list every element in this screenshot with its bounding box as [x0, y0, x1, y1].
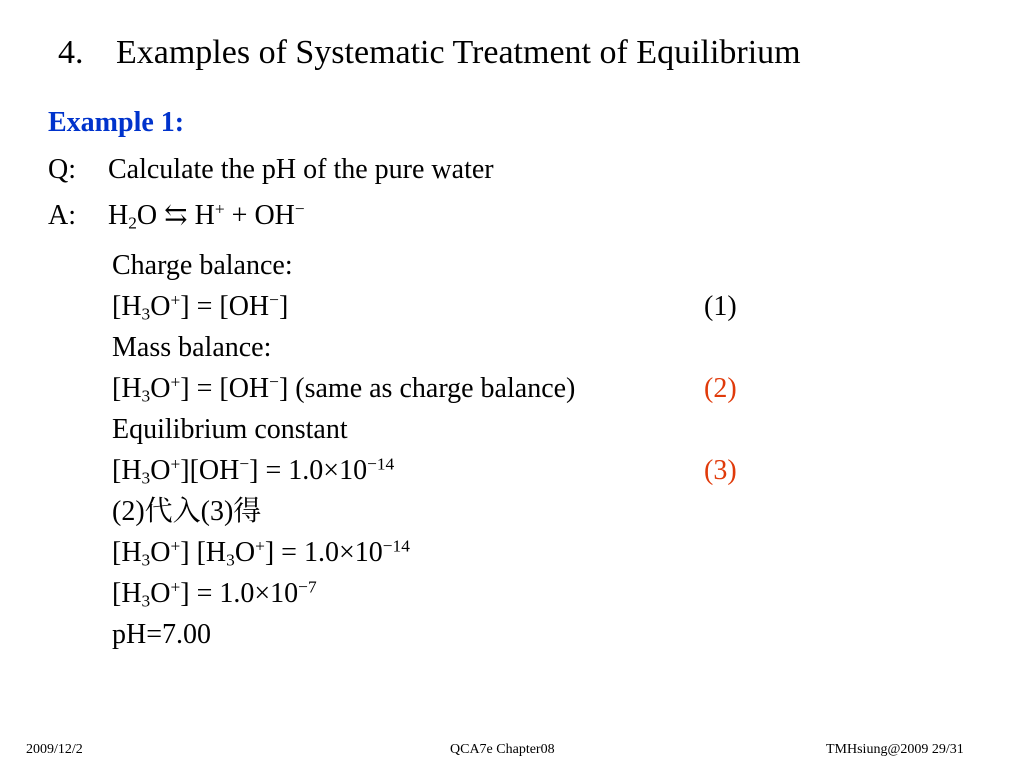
- answer-label: A:: [48, 200, 76, 231]
- equation-3-number: (3): [704, 455, 737, 486]
- footer-course: QCA7e Chapter08: [450, 742, 555, 757]
- substitution-note: (2)代入(3)得: [112, 496, 262, 527]
- footer-date: 2009/12/2: [26, 742, 83, 757]
- equation-1-number: (1): [704, 291, 737, 322]
- title-text: Examples of Systematic Treatment of Equilibrium: [116, 34, 801, 71]
- charge-balance-label: Charge balance:: [112, 250, 293, 281]
- equation-5: $[H_3O^+] = 1.0\times 10^{-7}$: [112, 577, 317, 611]
- equation-2-number: (2): [704, 373, 737, 404]
- equation-3: $[H_3O^+][OH^-] = 1.0\times 10^{-14}$: [112, 454, 395, 488]
- footer-author-page: TMHsiung@2009 29/31: [826, 742, 964, 757]
- slide-title: [58, 36, 801, 70]
- question-text: Calculate the pH of the pure water: [108, 154, 494, 185]
- mass-balance-label: Mass balance:: [112, 332, 272, 363]
- example-heading: Example 1:: [48, 107, 185, 138]
- answer-line: [48, 199, 305, 233]
- equation-4: $[H_3O^+] [H_3O^+] = 1.0\times 10^{-14}$: [112, 536, 410, 570]
- equilibrium-constant-label: Equilibrium constant: [112, 414, 348, 445]
- reaction-equation: $H_2O$ ⇆ H+ + OH−: [108, 199, 305, 233]
- equation-1: $[H_3O^+] = [OH^-]$: [112, 290, 289, 324]
- question-line: [48, 156, 494, 184]
- equation-2: $[H_3O^+] = [OH^-]$ (same as charge balance): [112, 372, 576, 406]
- question-label: Q:: [48, 154, 76, 185]
- title-number: 4.: [58, 34, 84, 71]
- ph-result: pH=7.00: [112, 619, 212, 650]
- equilibrium-arrow-icon: ⇆: [164, 200, 188, 231]
